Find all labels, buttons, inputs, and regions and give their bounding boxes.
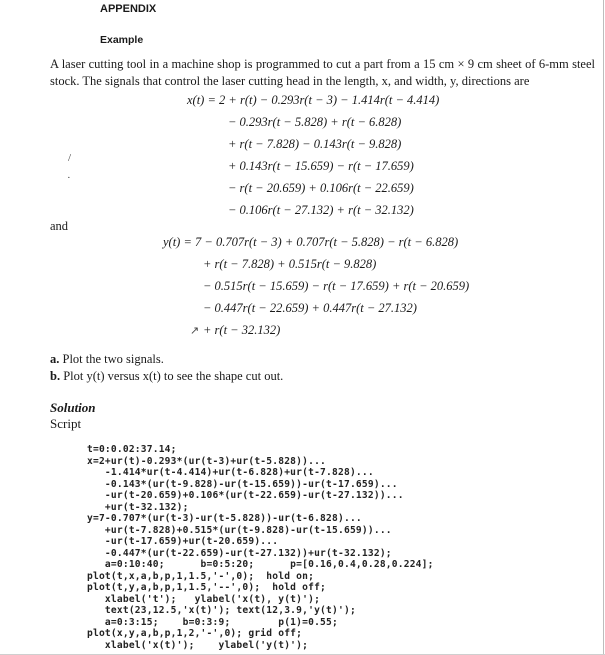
code-line: -0.447*(ur(t-22.659)-ur(t-27.132))+ur(t-32.132); (87, 547, 392, 559)
code-line: +ur(t-32.132); (87, 501, 189, 513)
task-marker: b. (50, 369, 61, 383)
y-equation-line: − 0.515r(t − 15.659) − r(t − 17.659) + r(t − 20.659) (203, 279, 470, 293)
intro-paragraph: A laser cutting tool in a machine shop is programmed to cut a part from a 15 cm × 9 cm sheet of 6-mm steel stock. The signals that control the laser cutting head in the length, x, and width, y, directions are (50, 57, 595, 88)
code-line: plot(t,y,a,b,p,1,1.5,'--',0); hold off; (87, 582, 327, 593)
appendix-heading: APPENDIX (100, 3, 157, 15)
example-heading: Example (100, 34, 144, 46)
task-marker: a. (50, 352, 60, 366)
x-equation-line: − r(t − 20.659) + 0.106r(t − 22.659) (228, 181, 414, 195)
task-text: Plot y(t) versus x(t) to see the shape cut out. (63, 369, 284, 383)
y-equation-line: y(t) = 7 − 0.707r(t − 3) + 0.707r(t − 5.828) − r(t − 6.828) (163, 235, 459, 249)
task-item (50, 368, 283, 385)
code-line: text(23,12.5,'x(t)'); text(12,3.9,'y(t)'); (87, 605, 356, 616)
page-edge-right (603, 0, 604, 655)
x-equation-line: − 0.293r(t − 5.828) + r(t − 6.828) (228, 115, 402, 129)
task-text: Plot the two signals. (62, 352, 164, 366)
x-equation-line: + 0.143r(t − 15.659) − r(t − 17.659) (228, 159, 414, 173)
stray-pen-mark: / (68, 152, 72, 164)
code-line: -ur(t-17.659)+ur(t-20.659)... (87, 536, 279, 547)
x-equation-line: − 0.106r(t − 27.132) + r(t − 32.132) (228, 203, 414, 217)
code-line: plot(x,y,a,b,p,1,2,'-',0); grid off; (87, 628, 303, 639)
x-equation-line: + r(t − 7.828) − 0.143r(t − 9.828) (228, 137, 402, 151)
script-label: Script (50, 416, 82, 431)
code-line: -0.143*(ur(t-9.828)-ur(t-15.659))-ur(t-17.659)... (87, 478, 398, 490)
task-item (50, 351, 283, 368)
matlab-code-block (87, 444, 434, 651)
code-line: plot(t,x,a,b,p,1,1.5,'-',0); hold on; (87, 570, 315, 582)
and-label: and (50, 219, 69, 233)
code-line: +ur(t-7.828)+0.515*(ur(t-9.828)-ur(t-15.659))... (87, 524, 392, 536)
y-equation-line: − 0.447r(t − 22.659) + 0.447r(t − 27.132) (203, 301, 417, 315)
y-equation-line: + r(t − 7.828) + 0.515r(t − 9.828) (203, 257, 377, 271)
code-line: xlabel('t'); ylabel('x(t), y(t)'); (87, 593, 321, 605)
task-list (50, 351, 283, 385)
solution-heading: Solution (50, 400, 96, 415)
stray-pen-mark: ↗ (190, 325, 200, 337)
stray-pen-mark: · (67, 172, 71, 184)
code-line: -1.414*ur(t-4.414)+ur(t-6.828)+ur(t-7.828)... (87, 467, 374, 478)
code-line: t=0:0.02:37.14; (87, 444, 177, 455)
code-line: x=2+ur(t)-0.293*(ur(t-3)+ur(t-5.828))... (87, 455, 327, 467)
y-equation-line: + r(t − 32.132) (203, 323, 281, 337)
code-line: -ur(t-20.659)+0.106*(ur(t-22.659)-ur(t-27.132))... (87, 490, 404, 501)
code-line: a=0:3:15; b=0:3:9; p(1)=0.55; (87, 616, 338, 628)
code-line: y=7-0.707*(ur(t-3)-ur(t-5.828))-ur(t-6.828)... (87, 513, 362, 524)
code-line: xlabel('x(t)'); ylabel('y(t)'); (87, 639, 309, 651)
code-line: a=0:10:40; b=0:5:20; p=[0.16,0.4,0.28,0.224]; (87, 559, 434, 570)
x-equation-line: x(t) = 2 + r(t) − 0.293r(t − 3) − 1.414r(t − 4.414) (187, 93, 440, 107)
